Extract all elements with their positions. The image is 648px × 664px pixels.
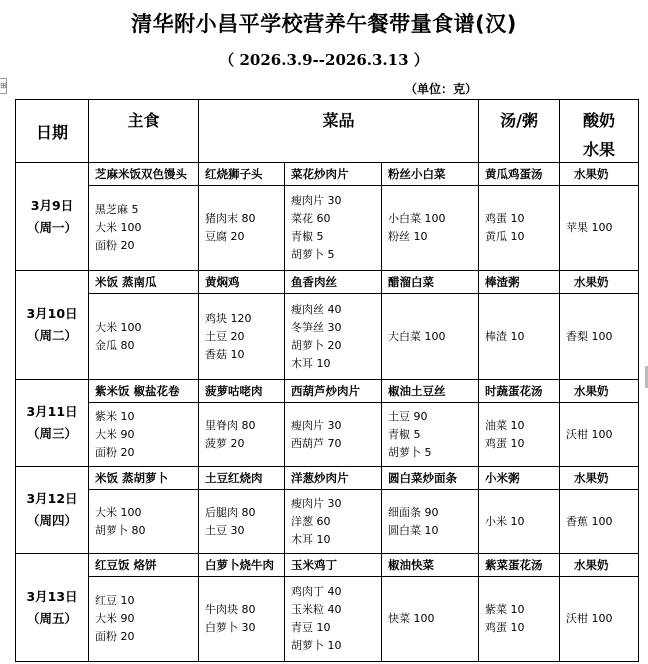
ingredient-item: 瘦肉片 30 [291,194,342,207]
dish1-name: 土豆红烧肉 [199,467,285,490]
ingredient-item: 小米 10 [485,514,525,528]
ingredient-item: 玉米粒 40 [291,603,342,616]
table-anchor-icon[interactable]: ⊞ [0,78,7,94]
dish3-name: 椒油快菜 [382,554,479,577]
ingredient-item: 面粉 20 [95,445,135,459]
yogurt-name: 水果奶 [560,467,639,490]
ingredient-item: 胡萝卜 20 [291,338,342,352]
yogurt-name: 水果奶 [560,554,639,577]
day-date: 3月11日 [26,404,78,419]
ingredient-item: 土豆 90 [388,409,428,423]
staple-name: 紫米饭 椒盐花卷 [89,380,199,403]
dish2-ingredients [285,403,382,467]
ingredient-item: 洋葱 60 [291,514,331,528]
ingredient-item: 面粉 20 [95,239,135,252]
ingredient-row [16,577,639,662]
ingredient-item: 大米 90 [95,427,135,441]
ingredient-item: 大米 100 [95,221,142,234]
header-fruit: 水果 [583,140,616,159]
ingredient-item: 油菜 10 [485,418,525,432]
soup-name: 黄瓜鸡蛋汤 [479,163,560,186]
ingredient-item: 土豆 30 [205,523,245,537]
ingredient-item: 香梨 100 [566,329,613,343]
dish2-ingredients [285,490,382,554]
ingredient-item: 红豆 10 [95,594,135,607]
day-name-row [16,467,639,490]
soup-ingredients [479,294,560,380]
ingredient-item: 圆白菜 10 [388,523,439,537]
day-weekday: （周一） [26,219,77,235]
ingredient-item: 苹果 100 [566,221,613,234]
ingredient-item: 沃柑 100 [566,612,613,625]
ingredient-item: 木耳 10 [291,356,331,370]
ingredient-item: 青椒 5 [388,427,421,441]
staple-name: 红豆饭 烙饼 [89,554,199,577]
ingredient-item: 猪肉末 80 [205,212,256,225]
ingredient-item: 鸡蛋 10 [485,212,525,225]
ingredient-item: 瘦肉片 30 [291,418,342,432]
yogurt-ingredients [560,403,639,467]
day-cell [16,554,89,662]
dish1-ingredients [199,186,285,271]
day-cell [16,163,89,271]
ingredient-item: 小白菜 100 [388,212,446,225]
ingredient-item: 鸡块 120 [205,311,252,325]
soup-ingredients [479,186,560,271]
staple-name: 米饭 蒸南瓜 [89,271,199,294]
dish3-ingredients [382,294,479,380]
ingredient-item: 大白菜 100 [388,329,446,343]
ingredient-item: 菠萝 20 [205,436,245,450]
dish3-ingredients [382,403,479,467]
day-weekday: （周五） [26,610,77,626]
staple-ingredients [89,577,199,662]
header-yogurt-fruit [560,100,639,163]
ingredient-item: 豆腐 20 [205,230,245,243]
ingredient-item: 鸡肉丁 40 [291,585,342,598]
ingredient-item: 土豆 20 [205,329,245,343]
dish1-name: 黄焖鸡 [199,271,285,294]
ingredient-item: 棒渣 10 [485,329,525,343]
ingredient-item: 黑芝麻 5 [95,203,139,216]
day-date: 3月12日 [26,491,78,506]
soup-ingredients [479,490,560,554]
soup-ingredients [479,403,560,467]
staple-name: 芝麻米饭双色馒头 [89,163,199,186]
day-name-row [16,380,639,403]
ingredient-item: 瘦肉片 30 [291,496,342,510]
ingredient-item: 粉丝 10 [388,230,428,243]
dish2-ingredients [285,294,382,380]
ingredient-item: 大米 100 [95,320,142,334]
soup-name: 小米粥 [479,467,560,490]
ingredient-item: 紫菜 10 [485,603,525,616]
ingredient-item: 后腿肉 80 [205,505,256,519]
header-dishes: 菜品 [199,100,479,163]
dish2-name: 鱼香肉丝 [285,271,382,294]
date-range: （ 2026.3.9--2026.3.13 ） [219,51,429,69]
dish1-name: 白萝卜烧牛肉 [199,554,285,577]
ingredient-item: 香蕉 100 [566,514,613,528]
ingredient-row [16,403,639,467]
day-name-row [16,163,639,186]
staple-ingredients [89,490,199,554]
day-date: 3月13日 [26,588,78,604]
soup-ingredients [479,577,560,662]
dish3-name: 醋溜白菜 [382,271,479,294]
soup-name: 时蔬蛋花汤 [479,380,560,403]
yogurt-ingredients [560,294,639,380]
yogurt-ingredients [560,577,639,662]
yogurt-name: 水果奶 [560,271,639,294]
ingredient-item: 胡萝卜 10 [291,639,342,652]
ingredient-row [16,294,639,380]
ingredient-item: 黄瓜 10 [485,230,525,243]
dish1-ingredients [199,490,285,554]
day-weekday: （周二） [26,328,77,343]
yogurt-name: 水果奶 [560,163,639,186]
day-weekday: （周三） [26,426,77,441]
soup-name: 棒渣粥 [479,271,560,294]
dish3-name: 椒油土豆丝 [382,380,479,403]
yogurt-ingredients [560,186,639,271]
soup-name: 紫菜蛋花汤 [479,554,560,577]
day-name-row [16,271,639,294]
header-soup: 汤/粥 [479,100,560,163]
day-date: 3月10日 [26,306,78,321]
ingredient-item: 牛肉块 80 [205,603,256,616]
ingredient-item: 白萝卜 30 [205,621,256,634]
ingredient-item: 冬笋丝 30 [291,320,342,334]
day-cell [16,467,89,554]
dish2-ingredients [285,577,382,662]
yogurt-ingredients [560,490,639,554]
menu-table [15,99,639,662]
dish2-name: 菜花炒肉片 [285,163,382,186]
header-date: 日期 [16,100,89,163]
unit-label: （单位：克） [405,82,478,96]
ingredient-item: 西葫芦 70 [291,436,342,450]
dish1-name: 菠萝咕咾肉 [199,380,285,403]
dish2-ingredients [285,186,382,271]
ingredient-row [16,490,639,554]
ingredient-item: 香菇 10 [205,347,245,361]
day-cell [16,380,89,467]
ingredient-item: 面粉 20 [95,630,135,643]
ingredient-item: 紫米 10 [95,409,135,423]
header-row [16,100,639,163]
dish3-ingredients [382,490,479,554]
ingredient-item: 鸡蛋 10 [485,436,525,450]
ingredient-item: 胡萝卜 80 [95,523,146,537]
dish3-ingredients [382,577,479,662]
ingredient-item: 青椒 5 [291,230,324,243]
staple-ingredients [89,403,199,467]
ingredient-item: 菜花 60 [291,212,331,225]
ingredient-item: 细面条 90 [388,505,439,519]
dish2-name: 玉米鸡丁 [285,554,382,577]
dish3-name: 圆白菜炒面条 [382,467,479,490]
ingredient-item: 瘦肉丝 40 [291,302,342,316]
yogurt-name: 水果奶 [560,380,639,403]
dish2-name: 洋葱炒肉片 [285,467,382,490]
dish1-ingredients [199,403,285,467]
ingredient-item: 青豆 10 [291,621,331,634]
day-weekday: （周四） [26,513,77,528]
header-staple: 主食 [89,100,199,163]
header-yogurt: 酸奶 [583,111,616,130]
day-date: 3月9日 [30,197,74,213]
ingredient-item: 木耳 10 [291,532,331,546]
staple-name: 米饭 蒸胡萝卜 [89,467,199,490]
dish3-ingredients [382,186,479,271]
day-cell [16,271,89,380]
day-name-row [16,554,639,577]
ingredient-row [16,186,639,271]
ingredient-item: 胡萝卜 5 [291,248,335,261]
ingredient-item: 沃柑 100 [566,427,613,441]
ingredient-item: 鸡蛋 10 [485,621,525,634]
dish1-name: 红烧狮子头 [199,163,285,186]
staple-ingredients [89,186,199,271]
ingredient-item: 大米 100 [95,505,142,519]
dish3-name: 粉丝小白菜 [382,163,479,186]
ingredient-item: 大米 90 [95,612,135,625]
ingredient-item: 快菜 100 [388,612,435,625]
dish1-ingredients [199,577,285,662]
ingredient-item: 金瓜 80 [95,338,135,352]
ingredient-item: 里脊肉 80 [205,418,256,432]
dish1-ingredients [199,294,285,380]
page-title: 清华附小昌平学校营养午餐带量食谱(汉) [131,12,517,36]
dish2-name: 西葫芦炒肉片 [285,380,382,403]
ingredient-item: 胡萝卜 5 [388,445,432,459]
staple-ingredients [89,294,199,380]
